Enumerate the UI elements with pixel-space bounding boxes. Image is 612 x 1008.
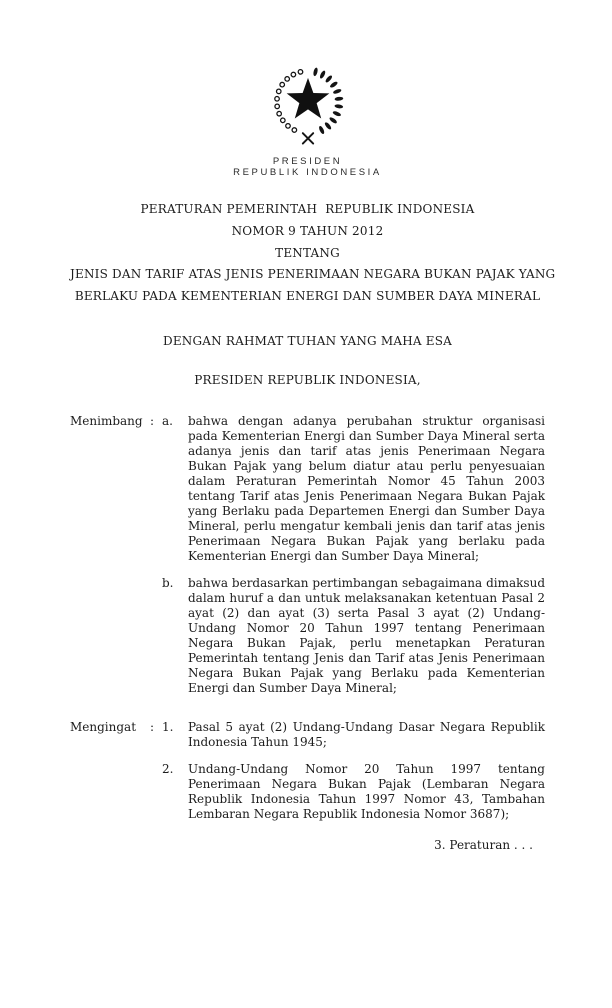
mengingat-item-2-marker: 2. bbox=[162, 761, 174, 776]
mengingat-colon: : bbox=[150, 719, 155, 734]
title-block bbox=[70, 199, 556, 308]
presidential-seal-icon bbox=[70, 64, 545, 147]
mengingat-item-1-marker: 1. bbox=[162, 719, 174, 734]
mengingat-label: Mengingat bbox=[70, 719, 137, 734]
mengingat-item-1-text: Pasal 5 ayat (2) Undang-Undang Dasar Negara Republik Indonesia Tahun 1945; bbox=[188, 719, 545, 749]
menimbang-item-b bbox=[70, 576, 545, 696]
title-line-subject-1: JENIS DAN TARIF ATAS JENIS PENERIMAAN NEGARA BUKAN PAJAK YANG bbox=[70, 267, 556, 282]
salutation-line: PRESIDEN REPUBLIK INDONESIA, bbox=[194, 372, 421, 387]
menimbang-item-a-text: bahwa dengan adanya perubahan struktur organisasi pada Kementerian Energi dan Sumber Daya Mineral serta adanya jenis dan tarif atas jenis Penerimaan Negara Bukan Pajak yang belum diatur atau perlu penyesuaian dalam Peraturan Pemerintah Nomor 45 Tahun 2003 tentang Tarif atas Jenis Penerimaan Negara Bukan Pajak yang Berlaku pada Departemen Energi dan Sumber Daya Mineral, perlu mengatur kembali jenis dan tarif atas jenis Penerimaan Negara Bukan Pajak yang berlaku pada Kementerian Energi dan Sumber Daya Mineral; bbox=[188, 413, 545, 563]
menimbang-colon: : bbox=[150, 413, 155, 428]
letterhead bbox=[70, 156, 545, 178]
menimbang-item-a bbox=[70, 414, 545, 564]
title-line-number: NOMOR 9 TAHUN 2012 bbox=[231, 223, 384, 238]
title-line-tentang: TENTANG bbox=[275, 245, 340, 260]
menimbang-item-b-marker: b. bbox=[162, 575, 174, 590]
invocation-line: DENGAN RAHMAT TUHAN YANG MAHA ESA bbox=[163, 333, 452, 348]
mengingat-item-2 bbox=[70, 762, 545, 822]
mengingat-item-2-text: Undang-Undang Nomor 20 Tahun 1997 tentang Penerimaan Negara Bukan Pajak (Lembaran Negara Republik Indonesia Tahun 1997 Nomor 43, Tambahan Lembaran Negara Republik Indonesia Nomor 3687); bbox=[188, 761, 545, 821]
page-catchword: 3. Peraturan . . . bbox=[434, 837, 533, 852]
letterhead-republik-indonesia: REPUBLIK INDONESIA bbox=[233, 167, 382, 178]
letterhead-presiden: PRESIDEN bbox=[272, 156, 343, 167]
menimbang-item-b-text: bahwa berdasarkan pertimbangan sebagaimana dimaksud dalam huruf a dan untuk melaksanakan ketentuan Pasal 2 ayat (2) dan ayat (3) serta Pasal 3 ayat (2) Undang-Undang Nomor 20 Tahun 1997 tentang Penerimaan Negara Bukan Pajak, perlu menetapkan Peraturan Pemerintah tentang Jenis dan Tarif atas Jenis Penerimaan Negara Bukan Pajak yang Berlaku pada Kementerian Energi dan Sumber Daya Mineral; bbox=[188, 575, 545, 695]
title-line-regulation: PERATURAN PEMERINTAH REPUBLIK INDONESIA bbox=[140, 202, 475, 216]
title-line-subject-2: BERLAKU PADA KEMENTERIAN ENERGI DAN SUMBER DAYA MINERAL bbox=[74, 289, 541, 304]
mengingat-item-1 bbox=[70, 720, 545, 750]
menimbang-section bbox=[70, 414, 545, 696]
mengingat-section bbox=[70, 720, 545, 822]
menimbang-label: Menimbang bbox=[70, 413, 143, 428]
menimbang-item-a-marker: a. bbox=[162, 413, 173, 428]
